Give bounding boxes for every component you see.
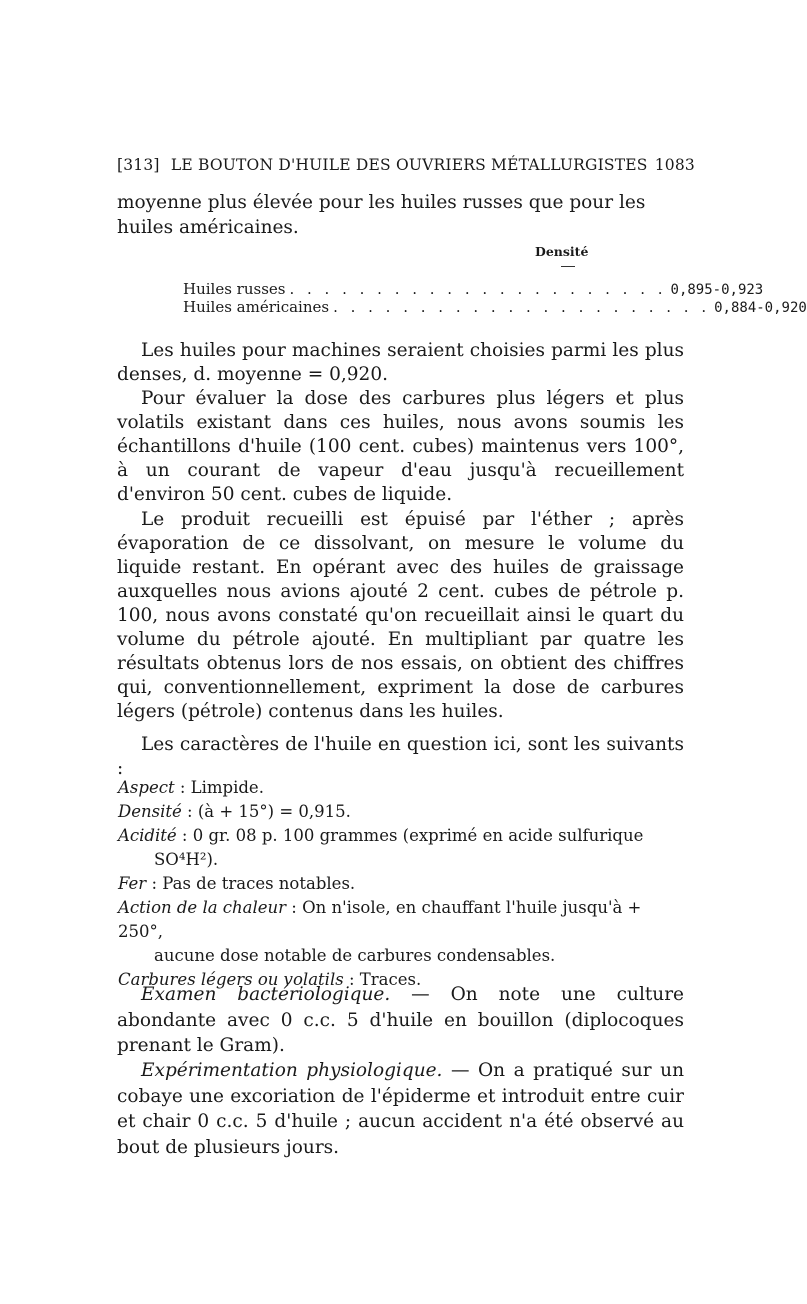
property-continuation: aucune dose notable de carbures condensables. [154, 946, 556, 965]
property-value: : On n'isole, en chauffant l'huile jusqu'à + 250°, [118, 898, 642, 941]
row-label: Huiles russes [183, 280, 286, 298]
property-key: Action de la chaleur [118, 898, 287, 917]
running-header [117, 156, 695, 174]
paragraph: Le produit recueilli est épuisé par l'éther ; après évaporation de ce dissolvant, on mesure le volume du liquide restant. En opérant avec des huiles de graissage auxquelles nous avions ajouté 2 cent. cubes de pétrole p. 100, nous avons constaté qu'on recueillait ainsi le quart du volume du pétrole ajouté. En multipliant par quatre les résultats obtenus lors de nos essais, on obtient des chiffres qui, conventionnellement, expriment la dose de carbures légers (pétrole) contenus dans les huiles. [117, 509, 684, 722]
section-title: Expérimentation physiologique. [141, 1060, 443, 1081]
row-value: 0,884-0,920 [714, 300, 807, 316]
section-text: — On note une culture abondante avec 0 c.c. 5 d'huile en bouillon (diplocoques prenant le Gram). [117, 984, 684, 1056]
row-label: Huiles américaines [183, 298, 330, 316]
list-item [118, 872, 684, 896]
opening-paragraph: moyenne plus élevée pour les huiles russes que pour les huiles américaines. [117, 192, 646, 238]
section-text: — On a pratiqué sur un cobaye une excoriation de l'épiderme et introduit entre cuir et chair 0 c.c. 5 d'huile ; aucun accident n'a été observé au bout de plusieurs jours. [117, 1060, 684, 1158]
property-value: : Traces. [343, 970, 422, 989]
list-item [118, 896, 684, 968]
column-rule [561, 266, 575, 267]
property-key: Densité [118, 802, 182, 821]
paragraph: Pour évaluer la dose des carbures plus légers et plus volatils existant dans ces huiles, nous avons soumis les échantillons d'huile (100 cent. cubes) maintenus vers 100°, à un courant de vapeur d'eau jusqu'à recueillement d'environ 50 cent. cubes de liquide. [117, 388, 684, 505]
bacteriology-section [117, 982, 684, 1059]
physiology-section [117, 1058, 684, 1160]
list-item [118, 800, 684, 824]
property-value: : Limpide. [174, 778, 264, 797]
section-title: Examen bactériologique. [141, 984, 391, 1005]
property-key: Acidité [118, 826, 177, 845]
properties-list [118, 776, 684, 992]
paragraph: Les caractères de l'huile en question ici, sont les suivants : [117, 734, 684, 779]
list-item [118, 824, 684, 872]
page-number: 1083 [654, 156, 695, 174]
property-value: : Pas de traces notables. [146, 874, 356, 893]
table-row [183, 298, 807, 316]
leader-dots: . . . . . . . . . . . . . . . . . . . . . . [333, 298, 711, 316]
property-key: Fer [118, 874, 147, 893]
property-value: : (à + 15°) = 0,915. [181, 802, 351, 821]
section-number: [313] [117, 156, 160, 174]
header-title: LE BOUTON D'HUILE DES OUVRIERS MÉTALLURGISTES [170, 156, 648, 174]
leader-dots: . . . . . . . . . . . . . . . . . . . . . . [289, 280, 667, 298]
property-value: : 0 gr. 08 p. 100 grammes (exprimé en acide sulfurique [176, 826, 644, 845]
row-value: 0,895-0,923 [670, 282, 764, 298]
property-key: Aspect [118, 778, 175, 797]
table-row [183, 280, 764, 298]
paragraph: Les huiles pour machines seraient choisies parmi les plus denses, d. moyenne = 0,920. [117, 340, 684, 385]
property-continuation: SO⁴H²). [154, 850, 219, 869]
density-column-header: Densité [535, 244, 589, 259]
property-key: Carbures légers ou volatils [118, 970, 344, 989]
list-item [118, 776, 684, 800]
